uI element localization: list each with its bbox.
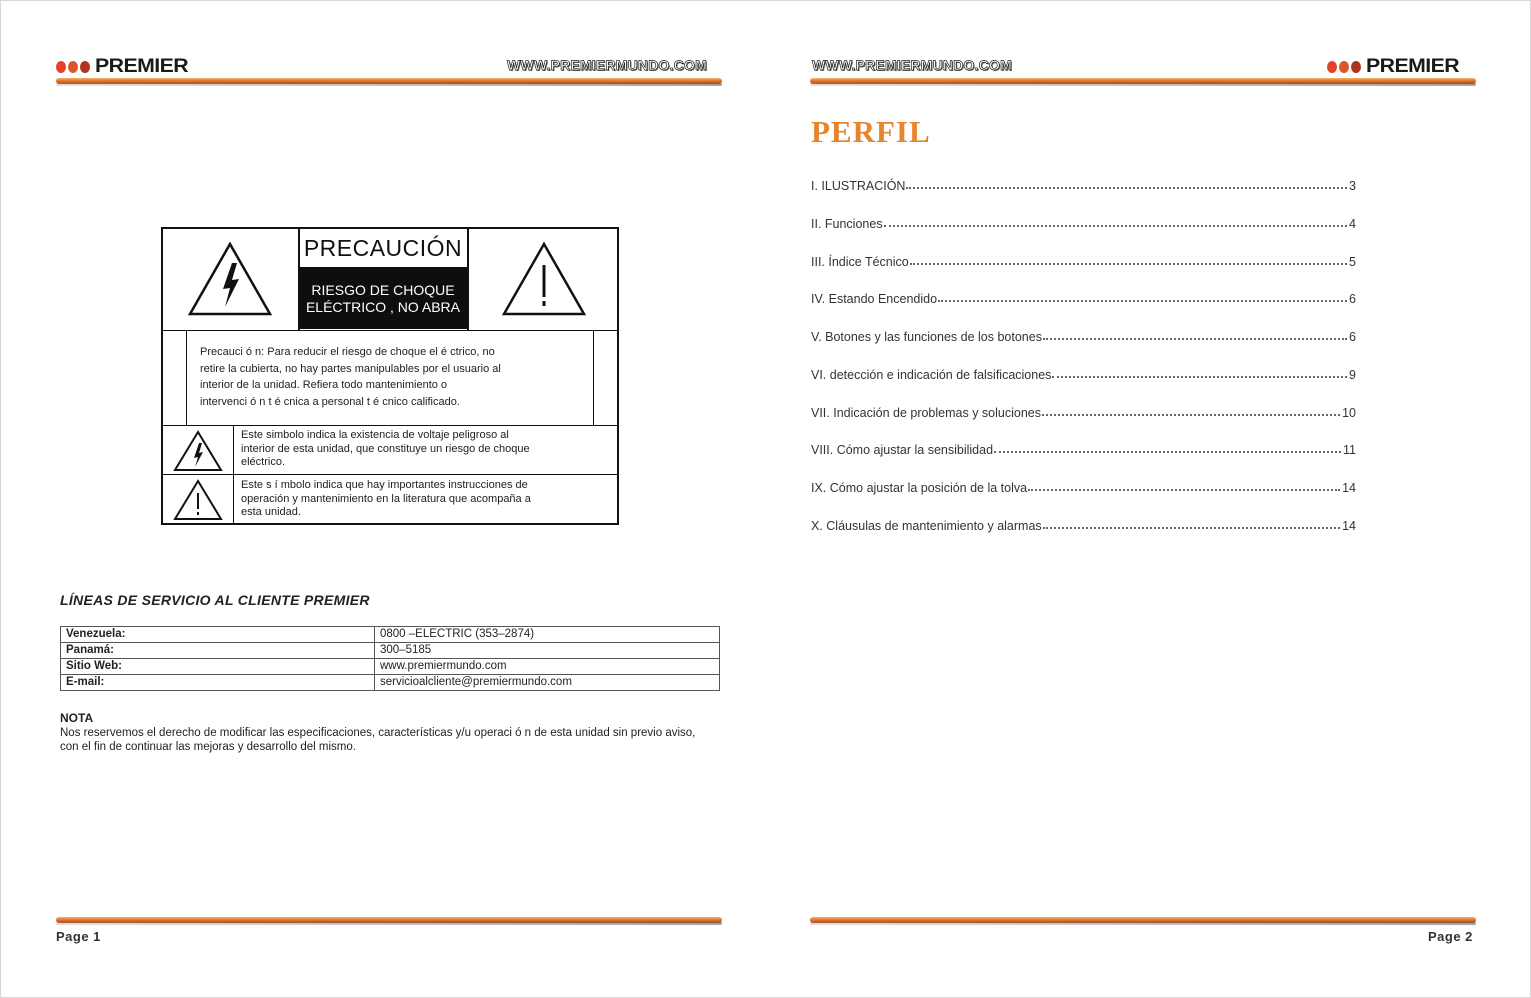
toc-entry[interactable] bbox=[811, 441, 1356, 457]
caution-text-line: Precauci ó n: Para reducir el riesgo de choque el é ctrico, no bbox=[200, 346, 495, 358]
premier-logo-right bbox=[1327, 56, 1460, 78]
footer-bar-left bbox=[56, 917, 722, 923]
shock-risk-line: RIESGO DE CHOQUE bbox=[311, 282, 455, 298]
exclamation-warning-icon bbox=[501, 241, 587, 317]
logo-dot-icon bbox=[1339, 61, 1349, 73]
toc-dot-leader bbox=[1043, 338, 1347, 340]
caution-divider bbox=[593, 331, 594, 425]
toc-entry-title: III. Índice Técnico bbox=[811, 254, 909, 269]
toc-dot-leader bbox=[910, 263, 1347, 265]
bolt-symbol-text bbox=[241, 429, 530, 470]
service-label: E-mail: bbox=[61, 675, 375, 691]
header-bar-left bbox=[56, 78, 722, 84]
toc-entry-page: 14 bbox=[1342, 481, 1356, 495]
logo-dot-icon bbox=[68, 61, 78, 73]
toc-entry-page: 6 bbox=[1349, 292, 1356, 307]
service-label: Panamá: bbox=[61, 643, 375, 659]
table-row bbox=[61, 675, 720, 691]
table-row bbox=[61, 659, 720, 675]
toc-dot-leader bbox=[938, 300, 1347, 302]
toc-entry[interactable] bbox=[811, 517, 1356, 533]
toc-entry-title: IV. Estando Encendido bbox=[811, 292, 938, 307]
toc-entry-title: V. Botones y las funciones de los botones bbox=[811, 330, 1042, 344]
logo-dot-icon bbox=[80, 61, 90, 73]
nota-text: Nos reservemos el derecho de modificar las especificaciones, características y/u operaci ó n de esta unidad sin previo aviso, con el fin de continuar las mejoras y desarrollo del mismo. bbox=[60, 727, 696, 753]
toc-entry[interactable] bbox=[811, 290, 1356, 306]
shock-risk-line: ELÉCTRICO , NO ABRA bbox=[305, 299, 461, 315]
exclamation-text-line: operación y mantenimiento en la literatura que acompaña a bbox=[241, 492, 531, 505]
toc-entry-page: 6 bbox=[1349, 330, 1356, 344]
toc-entry-title: VII. Indicación de problemas y soluciones bbox=[811, 405, 1041, 420]
toc-dot-leader bbox=[1052, 376, 1347, 378]
lightning-warning-icon bbox=[187, 241, 273, 317]
toc-entry-page: 11 bbox=[1343, 443, 1356, 458]
exclamation-text-line: Este s í mbolo indica que hay importantes instrucciones de bbox=[241, 479, 528, 491]
toc-dot-leader bbox=[994, 451, 1341, 453]
caution-text-line: retire la cubierta, no hay partes manipulables por el usuario al bbox=[200, 362, 501, 375]
bolt-text-line: Este simbolo indica la existencia de voltaje peligroso al bbox=[241, 429, 509, 441]
exclamation-symbol-text bbox=[241, 479, 531, 520]
toc-entry-title: I. ILUSTRACIÓN bbox=[811, 179, 906, 193]
small-lightning-icon bbox=[172, 430, 224, 472]
nota-heading: NOTA bbox=[60, 711, 94, 725]
logo-dot-icon bbox=[1351, 61, 1361, 73]
service-value: www.premiermundo.com bbox=[375, 659, 720, 675]
caution-divider bbox=[163, 425, 617, 426]
logo-wordmark: PREMIER bbox=[1366, 56, 1460, 77]
toc-entry-title: VIII. Cómo ajustar la sensibilidad bbox=[811, 443, 994, 458]
toc-dot-leader bbox=[1028, 489, 1340, 491]
logo-dot-icon bbox=[56, 61, 66, 73]
page-number-left: Page 1 bbox=[56, 929, 101, 944]
service-lines-title: LÍNEAS DE SERVICIO AL CLIENTE PREMIER bbox=[60, 592, 370, 608]
toc-entry[interactable] bbox=[811, 404, 1356, 420]
service-label: Sitio Web: bbox=[61, 659, 375, 675]
logo-dot-icon bbox=[1327, 61, 1337, 73]
toc-entry[interactable] bbox=[811, 253, 1356, 269]
toc-entry-page: 10 bbox=[1342, 405, 1356, 420]
caution-text-line: intervenci ó n t é cnica a personal t é cnico calificado. bbox=[200, 395, 460, 408]
toc-dot-leader bbox=[1043, 527, 1340, 529]
bolt-text-line: interior de esta unidad, que constituye un riesgo de choque bbox=[241, 442, 530, 455]
toc-entry-page: 4 bbox=[1349, 216, 1356, 231]
toc-dot-leader bbox=[906, 187, 1347, 189]
caution-divider bbox=[186, 331, 187, 425]
website-url-right: WWW.PREMIERMUNDO.COM bbox=[812, 57, 1012, 73]
toc-entry[interactable] bbox=[811, 479, 1356, 495]
toc-entry-title: X. Cláusulas de mantenimiento y alarmas bbox=[811, 518, 1042, 533]
toc-entry[interactable] bbox=[811, 177, 1356, 193]
service-lines-table bbox=[60, 626, 720, 691]
caution-text-line: interior de la unidad. Refiera todo mantenimiento o bbox=[200, 379, 448, 391]
caution-main-text bbox=[200, 344, 501, 410]
toc-entry-title: IX. Cómo ajustar la posición de la tolva bbox=[811, 481, 1028, 495]
table-row bbox=[61, 627, 720, 643]
toc-entry[interactable] bbox=[811, 215, 1356, 231]
toc-entry-title: VI. detección e indicación de falsificaciones bbox=[811, 367, 1052, 382]
website-url-left: WWW.PREMIERMUNDO.COM bbox=[507, 57, 707, 73]
header-bar-right bbox=[810, 78, 1476, 84]
caution-divider bbox=[163, 330, 617, 331]
caution-label bbox=[161, 227, 619, 525]
footer-bar-right bbox=[810, 917, 1476, 923]
page-title: PERFIL bbox=[811, 114, 931, 149]
caution-title: PRECAUCIÓN bbox=[303, 235, 463, 261]
caution-divider bbox=[467, 229, 469, 331]
toc-entry[interactable] bbox=[811, 328, 1356, 344]
toc-entry-page: 14 bbox=[1342, 518, 1356, 533]
shock-risk-banner bbox=[299, 267, 467, 329]
premier-logo-left bbox=[56, 56, 189, 78]
service-value: 0800 –ELECTRIC (353–2874) bbox=[375, 627, 720, 643]
exclamation-text-line: esta unidad. bbox=[241, 506, 301, 518]
page-number-right: Page 2 bbox=[1428, 929, 1473, 944]
service-value: 300–5185 bbox=[375, 643, 720, 659]
toc-entry-page: 3 bbox=[1349, 179, 1356, 193]
table-row bbox=[61, 643, 720, 659]
bolt-text-line: eléctrico. bbox=[241, 456, 286, 468]
caution-divider bbox=[163, 474, 617, 475]
toc-entry-title: II. Funciones bbox=[811, 216, 883, 231]
service-value: servicioalcliente@premiermundo.com bbox=[375, 675, 720, 691]
small-exclamation-icon bbox=[172, 479, 224, 521]
service-label: Venezuela: bbox=[61, 627, 375, 643]
toc-entry-page: 5 bbox=[1349, 254, 1356, 269]
logo-wordmark: PREMIER bbox=[95, 56, 189, 77]
toc-entry-page: 9 bbox=[1349, 367, 1356, 382]
toc-entry[interactable] bbox=[811, 366, 1356, 382]
toc-dot-leader bbox=[884, 225, 1347, 227]
toc-dot-leader bbox=[1042, 414, 1340, 416]
